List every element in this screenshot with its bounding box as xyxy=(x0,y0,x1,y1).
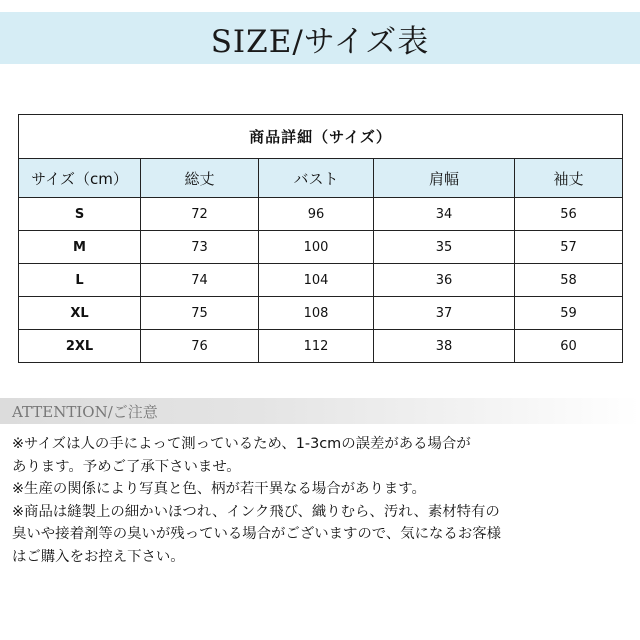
note-line: ※サイズは人の手によって測っているため、1-3cmの誤差がある場合が xyxy=(12,436,471,452)
header-size: サイズ（cm） xyxy=(19,159,141,198)
title-banner xyxy=(0,12,640,64)
sleeve-value: 56 xyxy=(515,198,623,231)
size-label: S xyxy=(19,198,141,231)
size-label: 2XL xyxy=(19,330,141,363)
shoulder-value: 37 xyxy=(374,297,515,330)
attention-title: ATTENTION/ご注意 xyxy=(12,402,158,421)
bust-value: 100 xyxy=(259,231,374,264)
table-row xyxy=(19,264,623,297)
bust-value: 108 xyxy=(259,297,374,330)
length-value: 76 xyxy=(141,330,259,363)
length-value: 72 xyxy=(141,198,259,231)
size-label: M xyxy=(19,231,141,264)
header-length: 総丈 xyxy=(141,159,259,198)
table-caption: 商品詳細（サイズ） xyxy=(19,115,623,159)
sleeve-value: 58 xyxy=(515,264,623,297)
table-row xyxy=(19,231,623,264)
header-sleeve: 袖丈 xyxy=(515,159,623,198)
table-row xyxy=(19,198,623,231)
header-bust: バスト xyxy=(259,159,374,198)
shoulder-value: 36 xyxy=(374,264,515,297)
note-line: はご購入をお控え下さい。 xyxy=(12,548,185,565)
table-row xyxy=(19,330,623,363)
note-line: ※生産の関係により写真と色、柄が若干異なる場合があります。 xyxy=(12,481,426,497)
size-label: L xyxy=(19,264,141,297)
bust-value: 112 xyxy=(259,330,374,363)
attention-notes xyxy=(12,433,632,568)
length-value: 73 xyxy=(141,231,259,264)
table-header-row xyxy=(19,159,623,198)
bust-value: 104 xyxy=(259,264,374,297)
length-value: 75 xyxy=(141,297,259,330)
attention-header xyxy=(0,398,640,424)
note-line: ※商品は縫製上の細かいほつれ、インク飛び、織りむら、汚れ、素材特有の xyxy=(12,503,500,520)
sleeve-value: 59 xyxy=(515,297,623,330)
shoulder-value: 38 xyxy=(374,330,515,363)
size-table xyxy=(18,114,623,363)
length-value: 74 xyxy=(141,264,259,297)
page-title: SIZE/サイズ表 xyxy=(210,23,430,60)
bust-value: 96 xyxy=(259,198,374,231)
note-line: あります。予めご了承下さいませ。 xyxy=(12,458,241,475)
shoulder-value: 34 xyxy=(374,198,515,231)
sleeve-value: 60 xyxy=(515,330,623,363)
shoulder-value: 35 xyxy=(374,231,515,264)
size-label: XL xyxy=(19,297,141,330)
header-shoulder: 肩幅 xyxy=(374,159,515,198)
sleeve-value: 57 xyxy=(515,231,623,264)
note-line: 臭いや接着剤等の臭いが残っている場合がございますので、気になるお客様 xyxy=(12,526,501,542)
table-row xyxy=(19,297,623,330)
